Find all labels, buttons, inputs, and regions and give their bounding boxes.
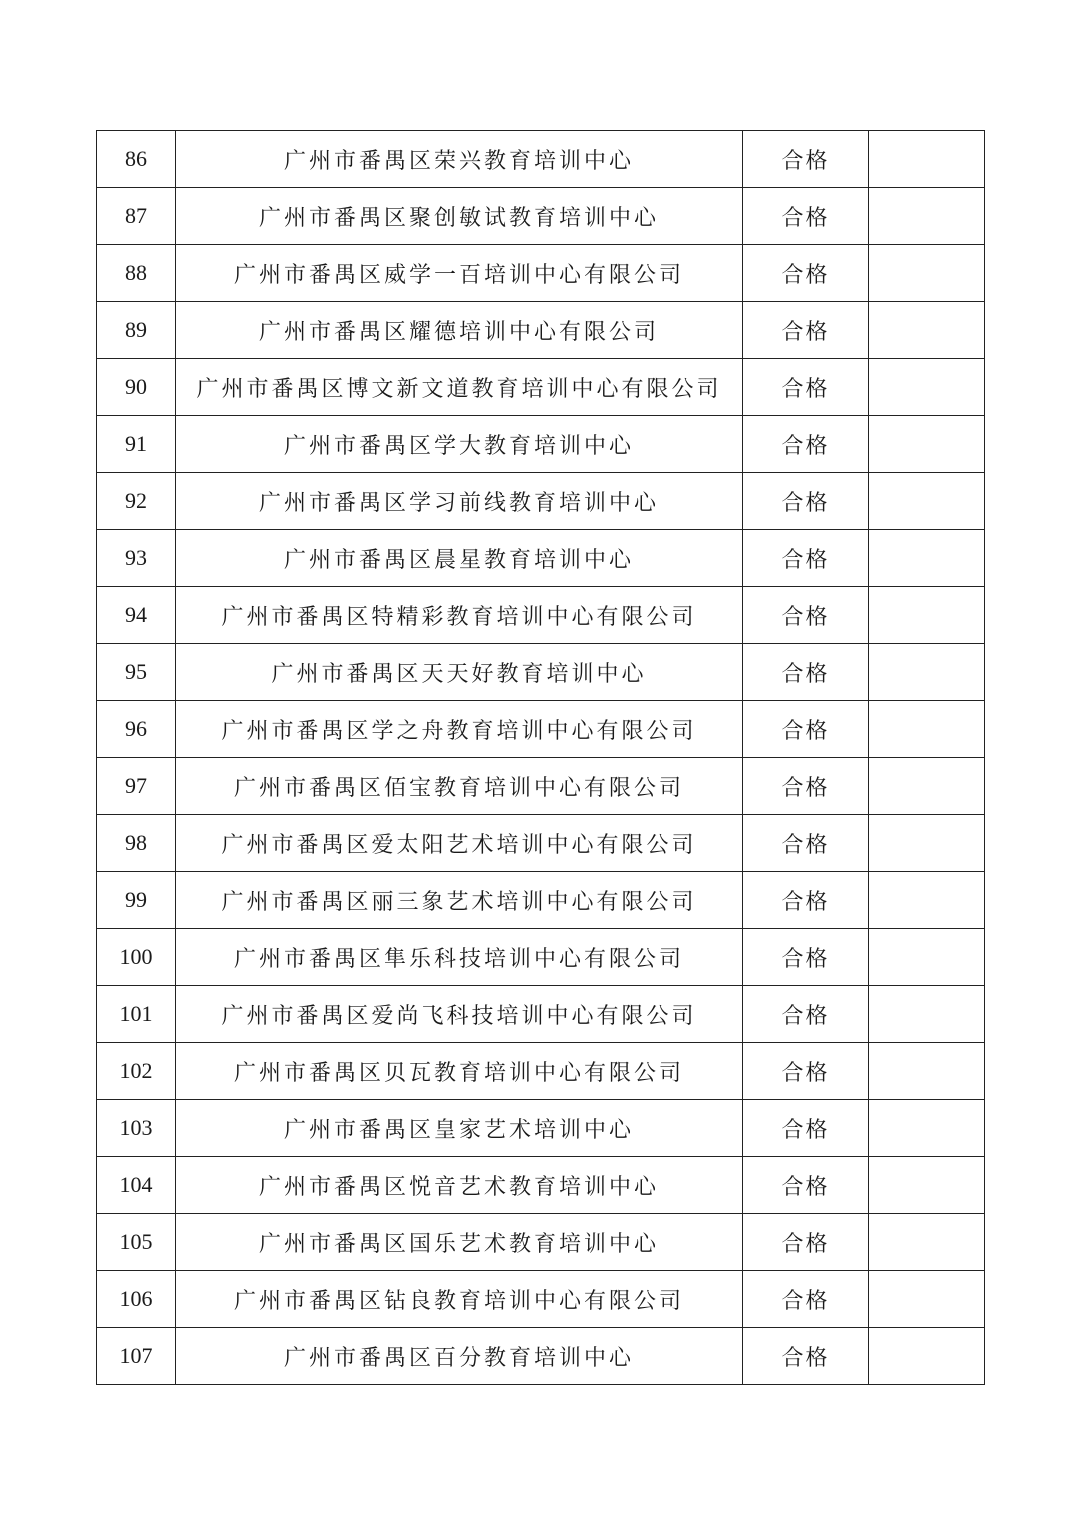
- remark-cell: [869, 1043, 985, 1100]
- row-number: 94: [97, 587, 176, 644]
- table-row: [97, 473, 985, 530]
- row-number: 90: [97, 359, 176, 416]
- row-number: 98: [97, 815, 176, 872]
- remark-cell: [869, 929, 985, 986]
- remark-cell: [869, 1157, 985, 1214]
- remark-cell: [869, 473, 985, 530]
- row-number: 92: [97, 473, 176, 530]
- table-row: [97, 302, 985, 359]
- remark-cell: [869, 359, 985, 416]
- institution-name: 广州市番禺区特精彩教育培训中心有限公司: [176, 587, 743, 644]
- row-number: 105: [97, 1214, 176, 1271]
- row-number: 97: [97, 758, 176, 815]
- row-number: 88: [97, 245, 176, 302]
- institution-name: 广州市番禺区博文新文道教育培训中心有限公司: [176, 359, 743, 416]
- row-number: 100: [97, 929, 176, 986]
- remark-cell: [869, 530, 985, 587]
- row-number: 89: [97, 302, 176, 359]
- remark-cell: [869, 416, 985, 473]
- institution-name: 广州市番禺区悦音艺术教育培训中心: [176, 1157, 743, 1214]
- table-row: [97, 1043, 985, 1100]
- inspection-result: 合格: [743, 1271, 869, 1328]
- inspection-result: 合格: [743, 131, 869, 188]
- institution-name: 广州市番禺区晨星教育培训中心: [176, 530, 743, 587]
- remark-cell: [869, 986, 985, 1043]
- institution-name: 广州市番禺区贝瓦教育培训中心有限公司: [176, 1043, 743, 1100]
- remark-cell: [869, 872, 985, 929]
- remark-cell: [869, 188, 985, 245]
- remark-cell: [869, 302, 985, 359]
- inspection-result: 合格: [743, 1100, 869, 1157]
- table-body: [97, 131, 985, 1385]
- table-row: [97, 416, 985, 473]
- row-number: 87: [97, 188, 176, 245]
- table-row: [97, 986, 985, 1043]
- inspection-results-table: [96, 130, 985, 1385]
- row-number: 104: [97, 1157, 176, 1214]
- institution-name: 广州市番禺区爱太阳艺术培训中心有限公司: [176, 815, 743, 872]
- remark-cell: [869, 131, 985, 188]
- inspection-result: 合格: [743, 929, 869, 986]
- row-number: 103: [97, 1100, 176, 1157]
- table-row: [97, 701, 985, 758]
- institution-name: 广州市番禺区学之舟教育培训中心有限公司: [176, 701, 743, 758]
- remark-cell: [869, 815, 985, 872]
- table-row: [97, 1271, 985, 1328]
- inspection-result: 合格: [743, 245, 869, 302]
- institution-name: 广州市番禺区国乐艺术教育培训中心: [176, 1214, 743, 1271]
- institution-name: 广州市番禺区天天好教育培训中心: [176, 644, 743, 701]
- institution-name: 广州市番禺区学大教育培训中心: [176, 416, 743, 473]
- inspection-result: 合格: [743, 1214, 869, 1271]
- table-row: [97, 872, 985, 929]
- inspection-result: 合格: [743, 416, 869, 473]
- table-row: [97, 359, 985, 416]
- institution-name: 广州市番禺区聚创敏试教育培训中心: [176, 188, 743, 245]
- institution-name: 广州市番禺区荣兴教育培训中心: [176, 131, 743, 188]
- institution-name: 广州市番禺区百分教育培训中心: [176, 1328, 743, 1385]
- institution-name: 广州市番禺区爱尚飞科技培训中心有限公司: [176, 986, 743, 1043]
- table-row: [97, 815, 985, 872]
- row-number: 86: [97, 131, 176, 188]
- row-number: 99: [97, 872, 176, 929]
- row-number: 107: [97, 1328, 176, 1385]
- row-number: 95: [97, 644, 176, 701]
- inspection-result: 合格: [743, 1157, 869, 1214]
- table-row: [97, 758, 985, 815]
- remark-cell: [869, 1271, 985, 1328]
- table-row: [97, 530, 985, 587]
- row-number: 91: [97, 416, 176, 473]
- remark-cell: [869, 758, 985, 815]
- row-number: 93: [97, 530, 176, 587]
- table-row: [97, 929, 985, 986]
- inspection-result: 合格: [743, 302, 869, 359]
- remark-cell: [869, 644, 985, 701]
- table-row: [97, 1100, 985, 1157]
- table-row: [97, 644, 985, 701]
- institution-name: 广州市番禺区皇家艺术培训中心: [176, 1100, 743, 1157]
- remark-cell: [869, 1100, 985, 1157]
- inspection-result: 合格: [743, 1328, 869, 1385]
- table-row: [97, 188, 985, 245]
- institution-name: 广州市番禺区耀德培训中心有限公司: [176, 302, 743, 359]
- remark-cell: [869, 587, 985, 644]
- inspection-result: 合格: [743, 758, 869, 815]
- table-row: [97, 1214, 985, 1271]
- institution-name: 广州市番禺区丽三象艺术培训中心有限公司: [176, 872, 743, 929]
- remark-cell: [869, 1214, 985, 1271]
- inspection-result: 合格: [743, 872, 869, 929]
- inspection-result: 合格: [743, 188, 869, 245]
- institution-name: 广州市番禺区学习前线教育培训中心: [176, 473, 743, 530]
- row-number: 96: [97, 701, 176, 758]
- table-row: [97, 1328, 985, 1385]
- remark-cell: [869, 701, 985, 758]
- institution-name: 广州市番禺区威学一百培训中心有限公司: [176, 245, 743, 302]
- table-row: [97, 131, 985, 188]
- row-number: 102: [97, 1043, 176, 1100]
- remark-cell: [869, 1328, 985, 1385]
- inspection-result: 合格: [743, 587, 869, 644]
- table-row: [97, 587, 985, 644]
- table-row: [97, 245, 985, 302]
- inspection-result: 合格: [743, 815, 869, 872]
- inspection-result: 合格: [743, 986, 869, 1043]
- inspection-result: 合格: [743, 473, 869, 530]
- remark-cell: [869, 245, 985, 302]
- row-number: 106: [97, 1271, 176, 1328]
- institution-name: 广州市番禺区钻良教育培训中心有限公司: [176, 1271, 743, 1328]
- inspection-result: 合格: [743, 644, 869, 701]
- institution-name: 广州市番禺区佰宝教育培训中心有限公司: [176, 758, 743, 815]
- inspection-result: 合格: [743, 1043, 869, 1100]
- table-row: [97, 1157, 985, 1214]
- inspection-result: 合格: [743, 530, 869, 587]
- row-number: 101: [97, 986, 176, 1043]
- institution-name: 广州市番禺区隼乐科技培训中心有限公司: [176, 929, 743, 986]
- inspection-result: 合格: [743, 701, 869, 758]
- inspection-result: 合格: [743, 359, 869, 416]
